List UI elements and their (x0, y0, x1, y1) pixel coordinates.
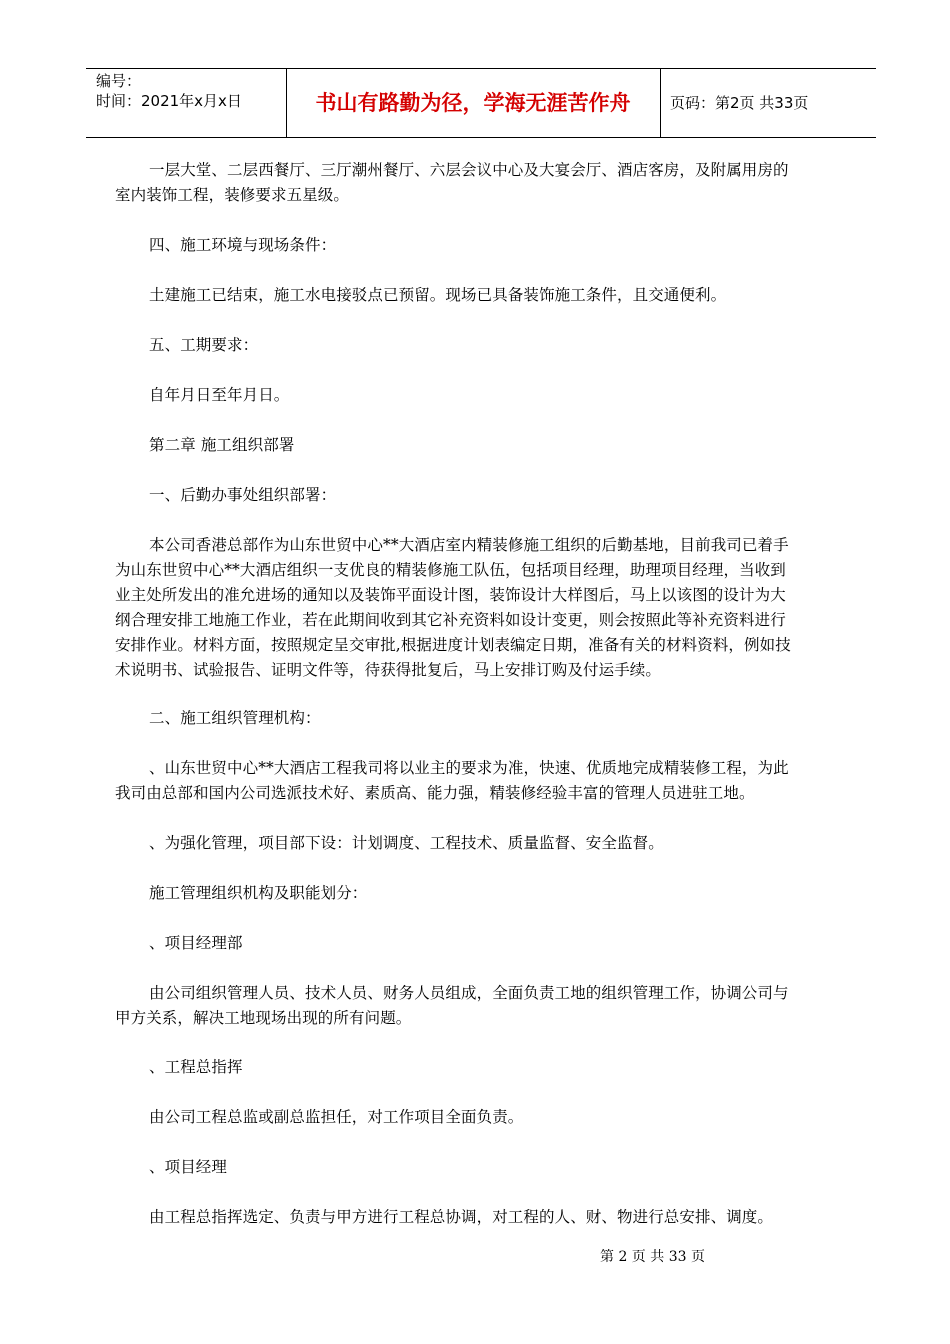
paragraph-line: 我司由总部和国内公司选派技术好、素质高、能力强，精装修经验丰富的管理人员进驻工地。 (115, 784, 755, 802)
paragraph (115, 1105, 855, 1130)
page-footer: 第 2 页 共 33 页 (600, 1249, 705, 1265)
section-heading (115, 233, 855, 258)
paragraph-line: 四、施工环境与现场条件： (149, 236, 337, 254)
paragraph (115, 283, 855, 308)
section-heading (115, 483, 855, 508)
section-heading (115, 706, 855, 731)
header-info-cell (86, 69, 287, 137)
header-page-info-cell (661, 69, 876, 137)
paragraph-line: 、工程总指挥 (149, 1058, 243, 1076)
paragraph-line: 由公司工程总监或副总监担任，对工作项目全面负责。 (149, 1108, 524, 1126)
paragraph-line: 土建施工已结束，施工水电接驳点已预留。现场已具备装饰施工条件，且交通便利。 (149, 286, 727, 304)
paragraph-line: 业主处所发出的准允进场的通知以及装饰平面设计图，装饰设计大样图后，马上以该图的设计为大 (115, 586, 786, 604)
paragraph (115, 1205, 855, 1230)
paragraph-line: 、项目经理部 (149, 934, 243, 952)
document-time-label: 时间：2021年x月x日 (96, 92, 242, 110)
paragraph-line: 安排作业。材料方面，按照规定呈交审批,根据进度计划表编定日期，准备有关的材料资料，例如技 (115, 636, 791, 654)
paragraph (115, 831, 855, 856)
paragraph-line: 由工程总指挥选定、负责与甲方进行工程总协调，对工程的人、财、物进行总安排、调度。 (149, 1208, 774, 1226)
paragraph (115, 383, 855, 408)
paragraph (115, 881, 855, 906)
paragraph-line: 术说明书、试验报告、证明文件等，待获得批复后，马上安排订购及付运手续。 (115, 661, 662, 679)
paragraph-line: 甲方关系，解决工地现场出现的所有问题。 (115, 1009, 412, 1027)
paragraph-line: 自年月日至年月日。 (149, 386, 290, 404)
paragraph (115, 158, 855, 208)
subsection-heading (115, 1055, 855, 1080)
page-header (86, 68, 876, 138)
paragraph-line: 一层大堂、二层西餐厅、三厅潮州餐厅、六层会议中心及大宴会厅、酒店客房，及附属用房的 (149, 161, 789, 179)
paragraph-line: 、为强化管理，项目部下设：计划调度、工程技术、质量监督、安全监督。 (149, 834, 664, 852)
paragraph-line: 第二章 施工组织部署 (149, 436, 295, 454)
paragraph-line: 、项目经理 (149, 1158, 228, 1176)
paragraph-line: 一、后勤办事处组织部署： (149, 486, 337, 504)
subsection-heading (115, 1155, 855, 1180)
paragraph-line: 施工管理组织机构及职能划分： (149, 884, 368, 902)
section-heading (115, 333, 855, 358)
document-number-label: 编号： (96, 72, 142, 90)
paragraph (115, 981, 855, 1031)
subsection-heading (115, 931, 855, 956)
header-page-info: 页码：第2页 共33页 (670, 94, 809, 112)
paragraph (115, 533, 855, 683)
paragraph-line: 本公司香港总部作为山东世贸中心**大酒店室内精装修施工组织的后勤基地，目前我司已着手 (149, 536, 789, 554)
chapter-heading (115, 433, 855, 458)
paragraph-line: 五、工期要求： (149, 336, 259, 354)
paragraph (115, 756, 855, 806)
header-motto: 书山有路勤为径，学海无涯苦作舟 (286, 69, 661, 137)
paragraph-line: 室内装饰工程，装修要求五星级。 (115, 186, 350, 204)
paragraph-line: 二、施工组织管理机构： (149, 709, 321, 727)
paragraph-line: 、山东世贸中心**大酒店工程我司将以业主的要求为准，快速、优质地完成精装修工程，为此 (149, 759, 789, 777)
paragraph-line: 为山东世贸中心**大酒店组织一支优良的精装修施工队伍，包括项目经理，助理项目经理，当收到 (115, 561, 786, 579)
paragraph-line: 纲合理安排工地施工作业，若在此期间收到其它补充资料如设计变更，则会按照此等补充资料进行 (115, 611, 786, 629)
paragraph-line: 由公司组织管理人员、技术人员、财务人员组成，全面负责工地的组织管理工作，协调公司与 (149, 984, 789, 1002)
